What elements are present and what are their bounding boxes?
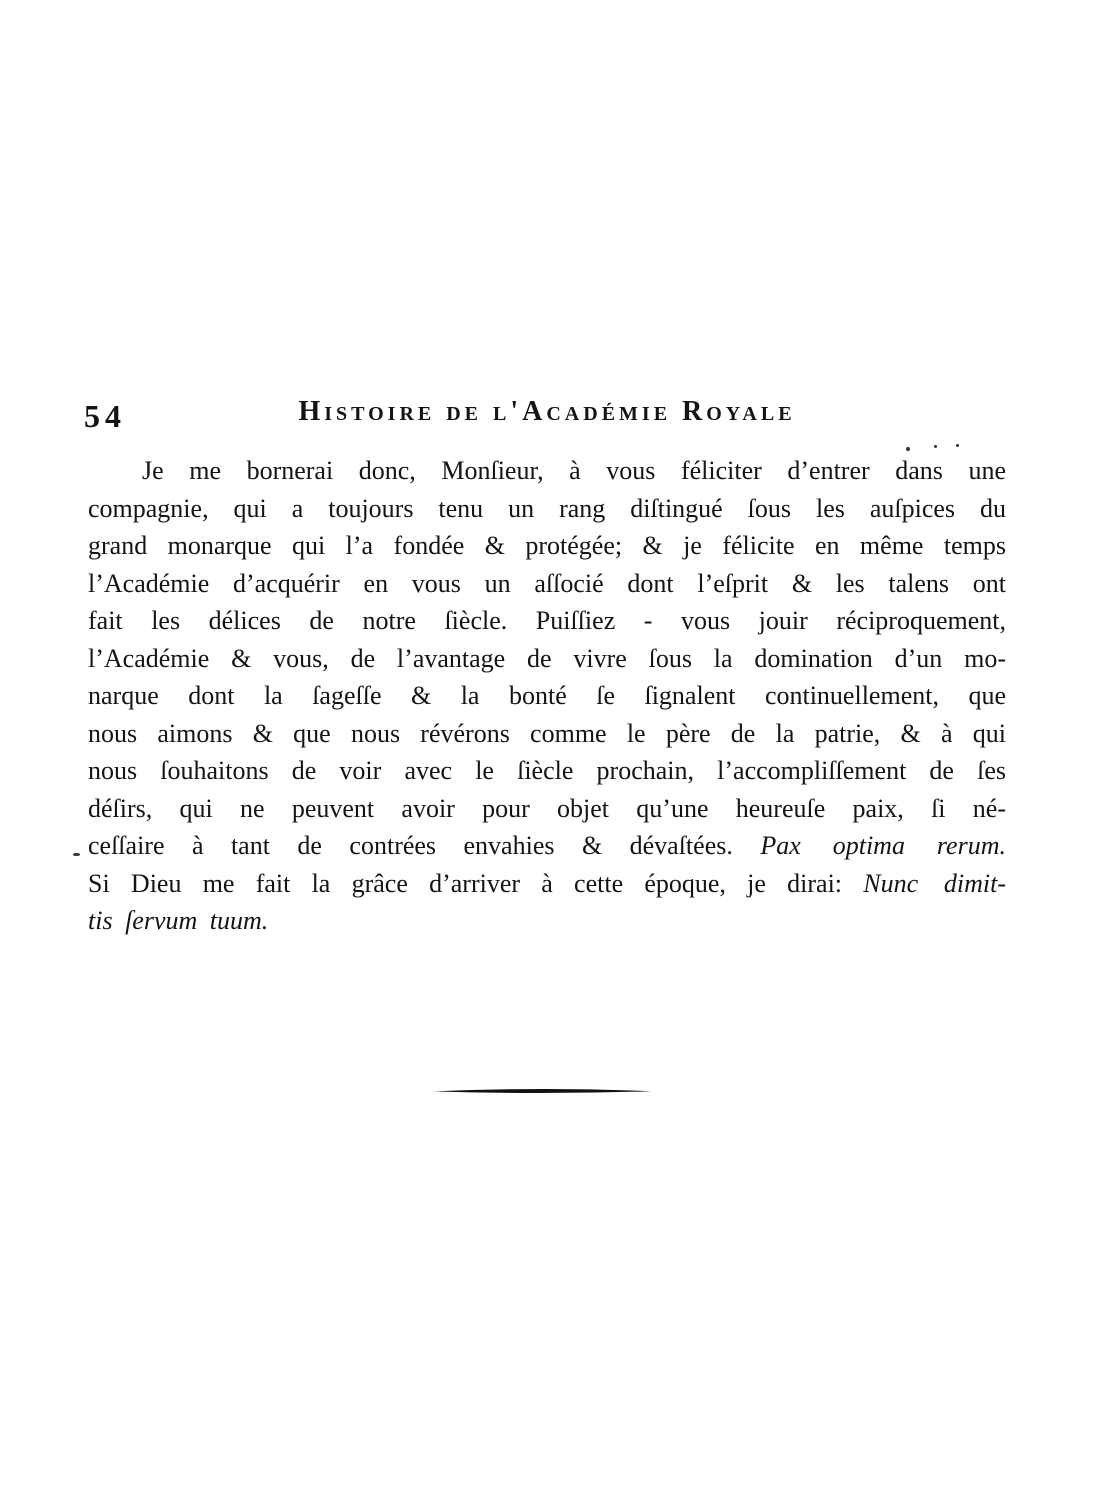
text-line (88, 602, 1006, 640)
text-line (88, 640, 1006, 678)
running-header: Histoire de l'Académie Royale (298, 396, 796, 427)
text-segment: déſirs, qui ne peuvent avoir pour objet qu’une heureuſe paix, ſi né- (88, 793, 1006, 823)
text-segment: narque dont la ſageſſe & la bonté ſe ſignalent continuellement, que (88, 681, 1006, 710)
italic-text-segment: Nunc dimit- (863, 868, 1006, 898)
text-segment: l’Académie d’acquérir en vous un aſſocié dont l’eſprit & les talens ont (88, 568, 1006, 598)
text-line (88, 715, 1006, 753)
text-line (88, 677, 1006, 715)
italic-text-segment: Pax optima rerum. (760, 831, 1006, 860)
italic-text-segment: tis ſervum tuum. (88, 906, 269, 935)
text-line (88, 827, 1006, 865)
scan-speck (934, 445, 937, 448)
text-line (88, 790, 1006, 828)
text-segment: ceſſaire à tant de contrées envahies & dévaſtées. (88, 831, 761, 860)
scan-speck (956, 444, 959, 447)
text-segment: fait les délices de notre ſiècle. Puiſſiez - vous jouir réciproquement, (88, 606, 1006, 635)
text-line (88, 527, 1006, 565)
text-line (88, 565, 1006, 603)
text-line (88, 752, 1006, 790)
text-segment: grand monarque qui l’a fondée & protégée; & je félicite en même temps (88, 531, 1006, 560)
paragraph (88, 452, 1006, 940)
text-segment: compagnie, qui a toujours tenu un rang diſtingué ſous les auſpices du (88, 493, 1006, 523)
divider-rule (433, 1088, 651, 1095)
text-line (88, 490, 1006, 528)
text-segment: nous ſouhaitons de voir avec le ſiècle prochain, l’accompliſſement de ſes (88, 756, 1006, 785)
text-line (88, 865, 1006, 903)
text-segment: l’Académie & vous, de l’avantage de vivre ſous la domination d’un mo- (88, 643, 1006, 673)
text-segment: Je me bornerai donc, Monſieur, à vous féliciter d’entrer dans une (142, 456, 1006, 485)
scan-speck (73, 853, 80, 856)
text-segment: nous aimons & que nous révérons comme le père de la patrie, & à qui (88, 718, 1006, 748)
text-line (88, 902, 1006, 940)
scan-speck (905, 446, 910, 451)
text-line (88, 452, 1006, 490)
page-number: 54 (84, 398, 126, 434)
text-segment: Si Dieu me fait la grâce d’arriver à cette époque, je dirai: (88, 868, 864, 898)
